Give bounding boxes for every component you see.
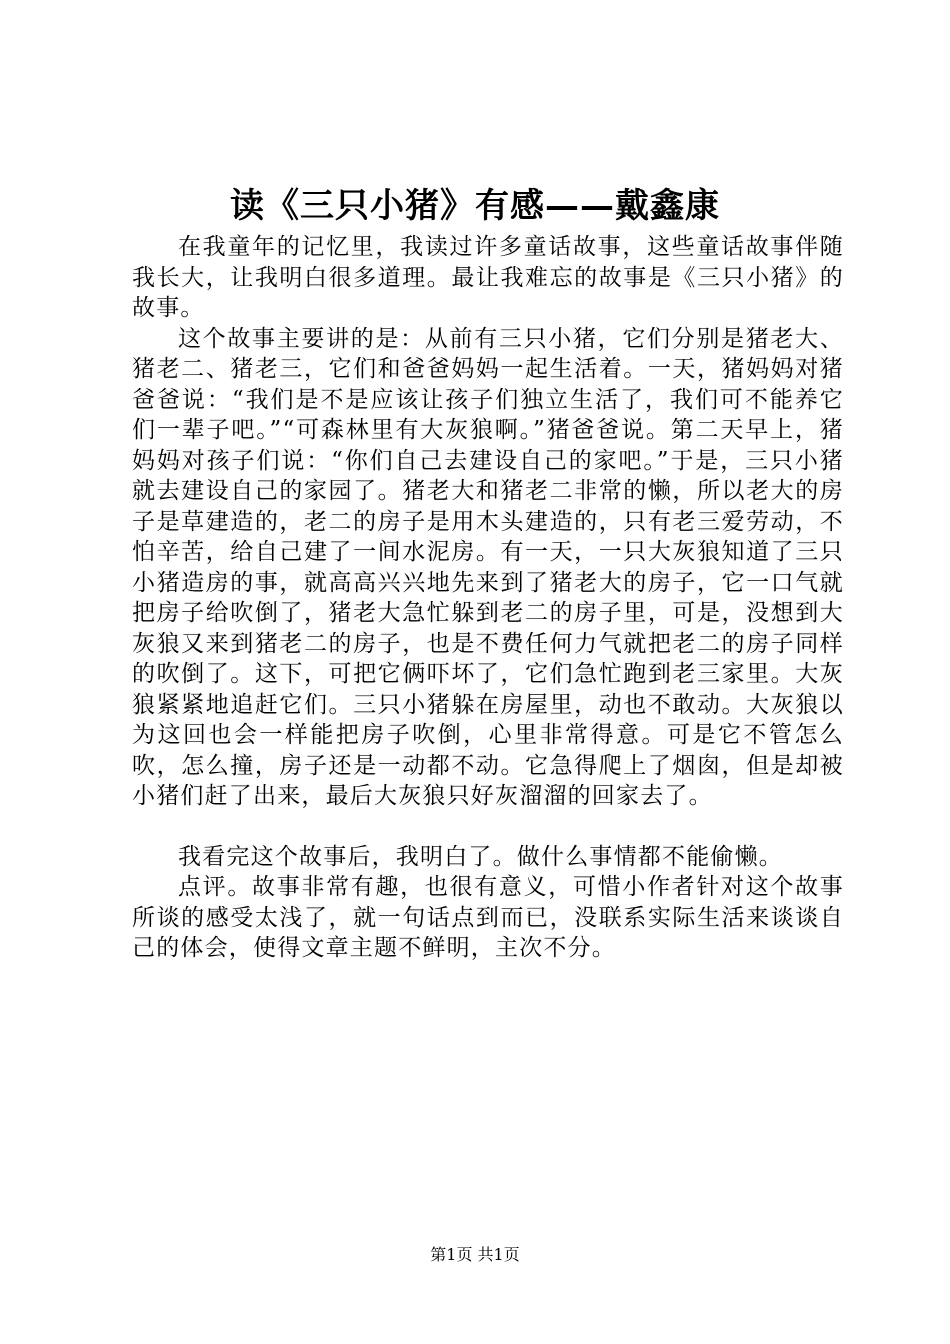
document-body [132, 232, 844, 964]
paragraph-story: 这个故事主要讲的是：从前有三只小猪，它们分别是猪老大、猪老二、猪老三，它们和爸爸妈妈一起生活着。一天，猪妈妈对猪爸爸说：“我们是不是应该让孩子们独立生活了，我们可不能养它们一辈子吧。”“可森林里有大灰狼啊。”猪爸爸说。第二天早上，猪妈妈对孩子们说：“你们自己去建设自己的家吧。”于是，三只小猪就去建设自己的家园了。猪老大和猪老二非常的懒，所以老大的房子是草建造的，老二的房子是用木头建造的，只有老三爱劳动，不怕辛苦，给自己建了一间水泥房。有一天，一只大灰狼知道了三只小猪造房的事，就高高兴兴地先来到了猪老大的房子，它一口气就把房子给吹倒了，猪老大急忙躲到老二的房子里，可是，没想到大灰狼又来到猪老二的房子，也是不费任何力气就把老二的房子同样的吹倒了。这下，可把它俩吓坏了，它们急忙跑到老三家里。大灰狼紧紧地追赶它们。三只小猪躲在房屋里，动也不敢动。大灰狼以为这回也会一样能把房子吹倒，心里非常得意。可是它不管怎么吹，怎么撞，房子还是一动都不动。它急得爬上了烟囱，但是却被小猪们赶了出来，最后大灰狼只好灰溜溜的回家去了。 [132, 325, 844, 809]
paragraph-lesson: 我看完这个故事后，我明白了。做什么事情都不能偷懒。 [178, 843, 783, 870]
paragraph-comment: 点评。故事非常有趣，也很有意义，可惜小作者针对这个故事所谈的感受太浅了，就一句话点到而已，没联系实际生活来谈谈自己的体会，使得文章主题不鲜明，主次不分。 [132, 874, 844, 961]
document-title: 读《三只小猪》有感——戴鑫康 [230, 186, 720, 226]
page-footer: 第1页 共1页 [430, 1245, 520, 1264]
paragraph-intro: 在我童年的记忆里，我读过许多童话故事，这些童话故事伴随我长大，让我明白很多道理。最让我难忘的故事是《三只小猪》的故事。 [132, 234, 844, 321]
